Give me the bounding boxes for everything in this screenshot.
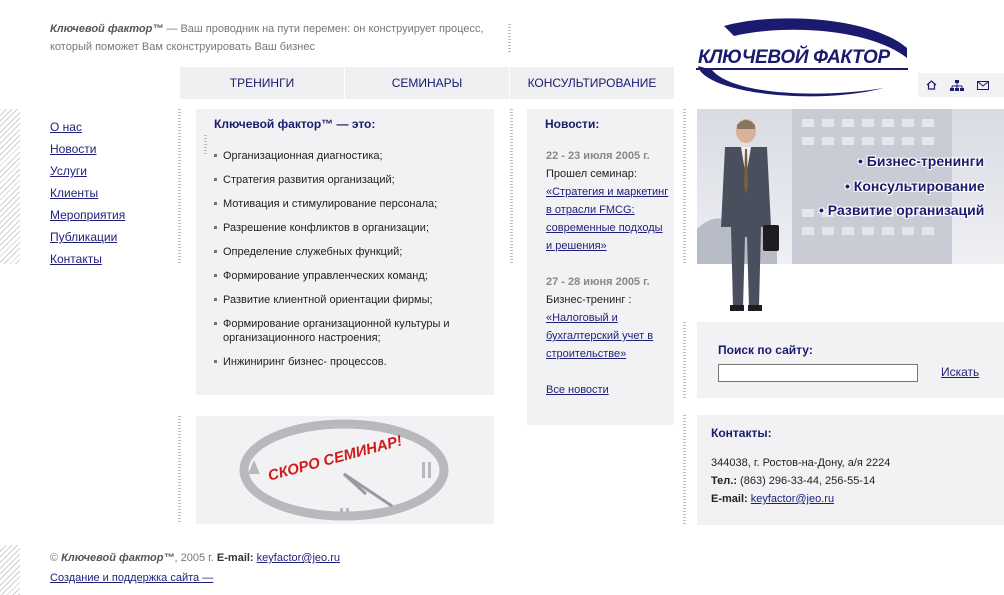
footer-year: , 2005 г. <box>174 552 217 564</box>
separator-banner <box>683 109 686 264</box>
main-nav <box>180 67 674 99</box>
tagline-text: — Ваш проводник на пути перемен: он конструирует процесс, который поможет Вам сконструировать Ваш бизнес <box>50 23 484 53</box>
footer-copy-sign: © <box>50 552 62 564</box>
separator-contacts <box>683 415 686 525</box>
list-item: Развитие клиентной ориентации фирмы; <box>214 293 484 307</box>
nav-tab-seminars[interactable]: СЕМИНАРЫ <box>345 67 510 99</box>
utility-icons <box>918 73 1004 97</box>
banner-line-consulting: • Консультирование <box>845 178 985 194</box>
sidebar-item-about[interactable]: О нас <box>50 120 82 134</box>
list-item: Определение служебных функций; <box>214 245 484 259</box>
footer-brand: Ключевой фактор™ <box>61 552 175 564</box>
separator-news <box>510 109 513 264</box>
search-title: Поиск по сайту: <box>718 343 813 357</box>
sidebar-item-clients[interactable]: Клиенты <box>50 186 99 200</box>
news-item <box>546 147 670 255</box>
all-news-link[interactable]: Все новости <box>546 384 609 396</box>
hatch-strip-footer <box>0 545 20 595</box>
list-item: Стратегия развития организаций; <box>214 173 484 187</box>
news-date: 22 - 23 июля 2005 г. <box>546 150 650 162</box>
separator-features <box>178 109 181 264</box>
sidebar-item-publications[interactable]: Публикации <box>50 230 118 244</box>
banner-line-trainings: • Бизнес-тренинги <box>858 153 985 169</box>
list-item: Инжиниринг бизнес- процессов. <box>214 355 484 369</box>
list-item: Организационная диагностика; <box>214 149 484 163</box>
sidebar-item-news[interactable]: Новости <box>50 142 97 156</box>
logo-text: КЛЮЧЕВОЙ ФАКТОР <box>698 47 890 68</box>
search-panel <box>697 322 1004 398</box>
contacts-address: 344038, г. Ростов-на-Дону, а/я 2224 <box>711 457 891 469</box>
news-title: Новости: <box>545 117 600 131</box>
contacts-title: Контакты: <box>711 426 772 440</box>
mail-icon[interactable] <box>970 73 996 97</box>
seminar-banner[interactable] <box>196 416 494 524</box>
sidebar-item-services[interactable]: Услуги <box>50 164 87 178</box>
nav-tab-trainings[interactable]: ТРЕНИНГИ <box>180 67 345 99</box>
news-link[interactable]: «Налоговый и бухгалтерский учет в строительстве» <box>546 312 654 360</box>
tagline-brand: Ключевой фактор™ <box>50 23 164 35</box>
tagline <box>50 20 500 56</box>
contacts-email <box>711 493 834 505</box>
home-icon[interactable] <box>918 73 944 97</box>
seminar-text: СКОРО СЕМИНАР! <box>266 432 405 485</box>
list-item: Мотивация и стимулирование персонала; <box>214 197 484 211</box>
separator-seminar <box>178 416 181 524</box>
footer-email-link[interactable]: keyfactor@jeo.ru <box>256 552 340 564</box>
features-list <box>214 149 484 379</box>
sidebar-item-events[interactable]: Мероприятия <box>50 208 126 222</box>
nav-tab-consulting[interactable]: КОНСУЛЬТИРОВАНИЕ <box>510 67 674 99</box>
banner-line-development: • Развитие организаций <box>819 202 985 218</box>
features-title-dots <box>204 135 207 155</box>
contacts-email-label: E-mail: <box>711 493 748 505</box>
news-type: Бизнес-тренинг : <box>546 294 632 306</box>
hatch-strip-left <box>0 109 20 264</box>
list-item: Формирование управленческих команд; <box>214 269 484 283</box>
news-type: Прошел семинар: <box>546 168 637 180</box>
search-input[interactable] <box>718 364 918 382</box>
sitemap-icon[interactable] <box>944 73 970 97</box>
hero-banner <box>697 109 1004 264</box>
footer-copyright <box>50 552 340 564</box>
news-item <box>546 273 670 363</box>
contacts-phone-label: Тел.: <box>711 475 737 487</box>
list-item: Разрешение конфликтов в организации; <box>214 221 484 235</box>
contacts-phone <box>711 475 875 487</box>
separator-tagline <box>508 24 511 54</box>
contacts-email-link[interactable]: keyfactor@jeo.ru <box>750 493 835 505</box>
news-link[interactable]: «Стратегия и маркетинг в отрасли FMCG: современные подходы и решения» <box>546 186 669 252</box>
seminar-clock <box>196 416 494 524</box>
search-button[interactable]: Искать <box>941 365 980 379</box>
news-date: 27 - 28 июня 2005 г. <box>546 276 650 288</box>
sidebar-item-contacts[interactable]: Контакты <box>50 252 102 266</box>
separator-search <box>683 322 686 398</box>
contacts-panel <box>697 415 1004 525</box>
features-panel <box>196 109 494 395</box>
sidebar-nav <box>50 116 125 270</box>
logo-swoosh-bottom <box>698 66 884 96</box>
list-item: Формирование организационной культуры и организационного настроения; <box>214 317 484 345</box>
features-title: Ключевой фактор™ — это: <box>214 117 376 131</box>
footer-credits-link[interactable]: Создание и поддержка сайта — <box>50 572 214 584</box>
contacts-phone-value: (863) 296-33-44, 256-55-14 <box>737 475 876 487</box>
businessman-figure <box>711 117 781 315</box>
footer-email-label: E-mail: <box>216 552 254 564</box>
news-panel <box>527 109 674 425</box>
